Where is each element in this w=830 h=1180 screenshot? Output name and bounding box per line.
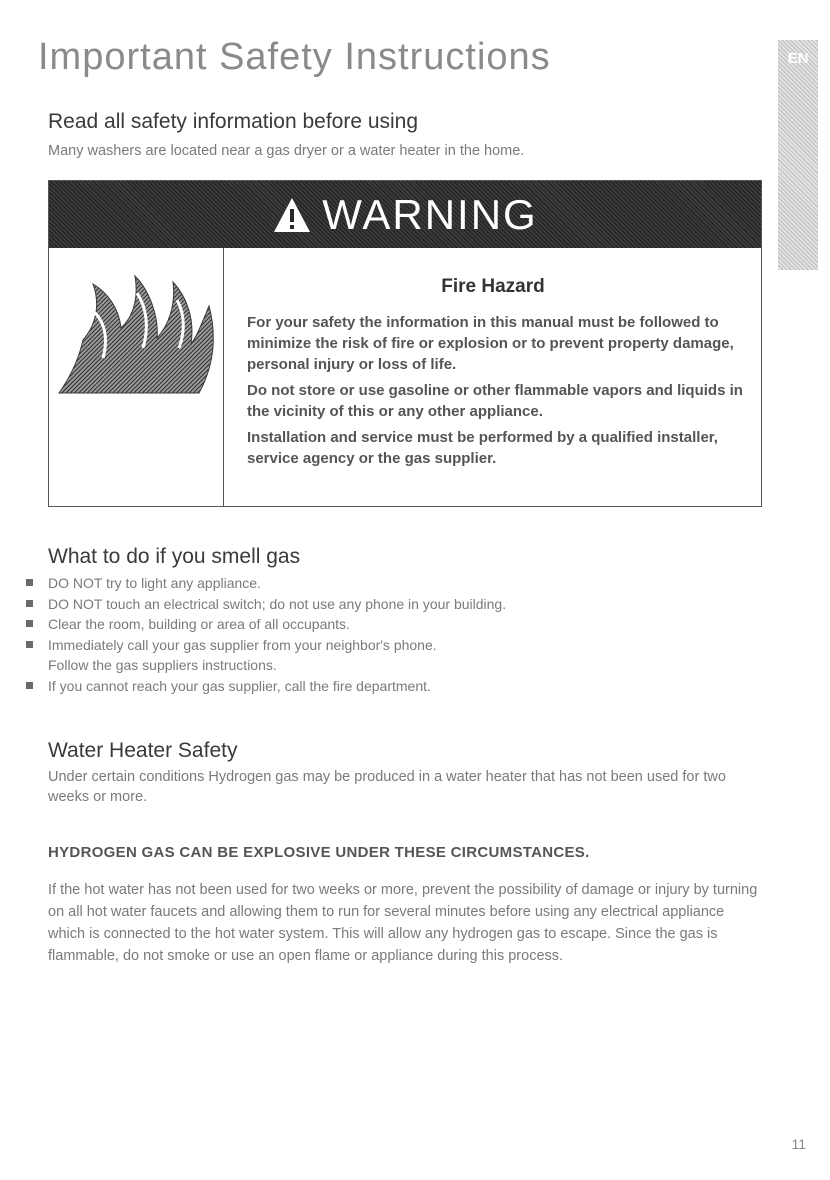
intro-text: Many washers are located near a gas dryer or a water heater in the home. xyxy=(48,143,525,159)
page-title: Important Safety Instructions xyxy=(38,36,551,78)
bullet-icon xyxy=(26,682,33,689)
warning-paragraph: For your safety the information in this manual must be followed to minimize the risk of fire or explosion or to prevent property damage, personal injury or loss of life. xyxy=(247,314,734,373)
page-number: 11 xyxy=(791,1136,806,1152)
warning-triangle-icon xyxy=(272,195,312,235)
list-item-continuation: Follow the gas suppliers instructions. xyxy=(48,657,277,673)
warning-banner xyxy=(49,181,761,248)
bullet-icon xyxy=(26,600,33,607)
water-heater-intro: Under certain conditions Hydrogen gas may be produced in a water heater that has not been used for two weeks or more. xyxy=(48,769,726,805)
intro-heading: Read all safety information before using xyxy=(48,110,419,133)
bullet-icon xyxy=(26,641,33,648)
list-item: DO NOT touch an electrical switch; do not use any phone in your building. xyxy=(48,594,768,615)
gas-section-heading: What to do if you smell gas xyxy=(48,545,301,568)
warning-paragraph: Installation and service must be performed by a qualified installer, service agency or the gas supplier. xyxy=(247,429,718,467)
list-item: Immediately call your gas supplier from your neighbor's phone. xyxy=(48,635,768,656)
fire-hazard-heading: Fire Hazard xyxy=(441,276,545,297)
warning-paragraph: Do not store or use gasoline or other flammable vapors and liquids in the vicinity of this or any other appliance. xyxy=(247,382,743,420)
water-heater-heading: Water Heater Safety xyxy=(48,739,238,762)
warning-title: WARNING xyxy=(322,190,538,238)
fire-hazard-cell xyxy=(49,248,224,506)
bullet-icon xyxy=(26,620,33,627)
flame-icon xyxy=(49,248,223,506)
bullet-icon xyxy=(26,579,33,586)
language-tab-label: EN xyxy=(787,50,809,67)
list-item: If you cannot reach your gas supplier, call the fire department. xyxy=(48,676,768,697)
water-heater-body: If the hot water has not been used for two weeks or more, prevent the possibility of damage or injury by turning on all hot water faucets and allowing them to run for several minutes before using any electrical appliance which is connected to the hot water system. This will allow any hydrogen gas to escape. Since the gas is flammable, do not smoke or use an open flame or appliance during this process. xyxy=(48,882,758,964)
list-item: Clear the room, building or area of all occupants. xyxy=(48,614,768,635)
gas-instructions-list xyxy=(48,573,768,696)
warning-box xyxy=(48,180,762,507)
hydrogen-warning: HYDROGEN GAS CAN BE EXPLOSIVE UNDER THESE CIRCUMSTANCES. xyxy=(48,844,590,861)
language-tab xyxy=(778,40,818,270)
list-item: DO NOT try to light any appliance. xyxy=(48,573,768,594)
